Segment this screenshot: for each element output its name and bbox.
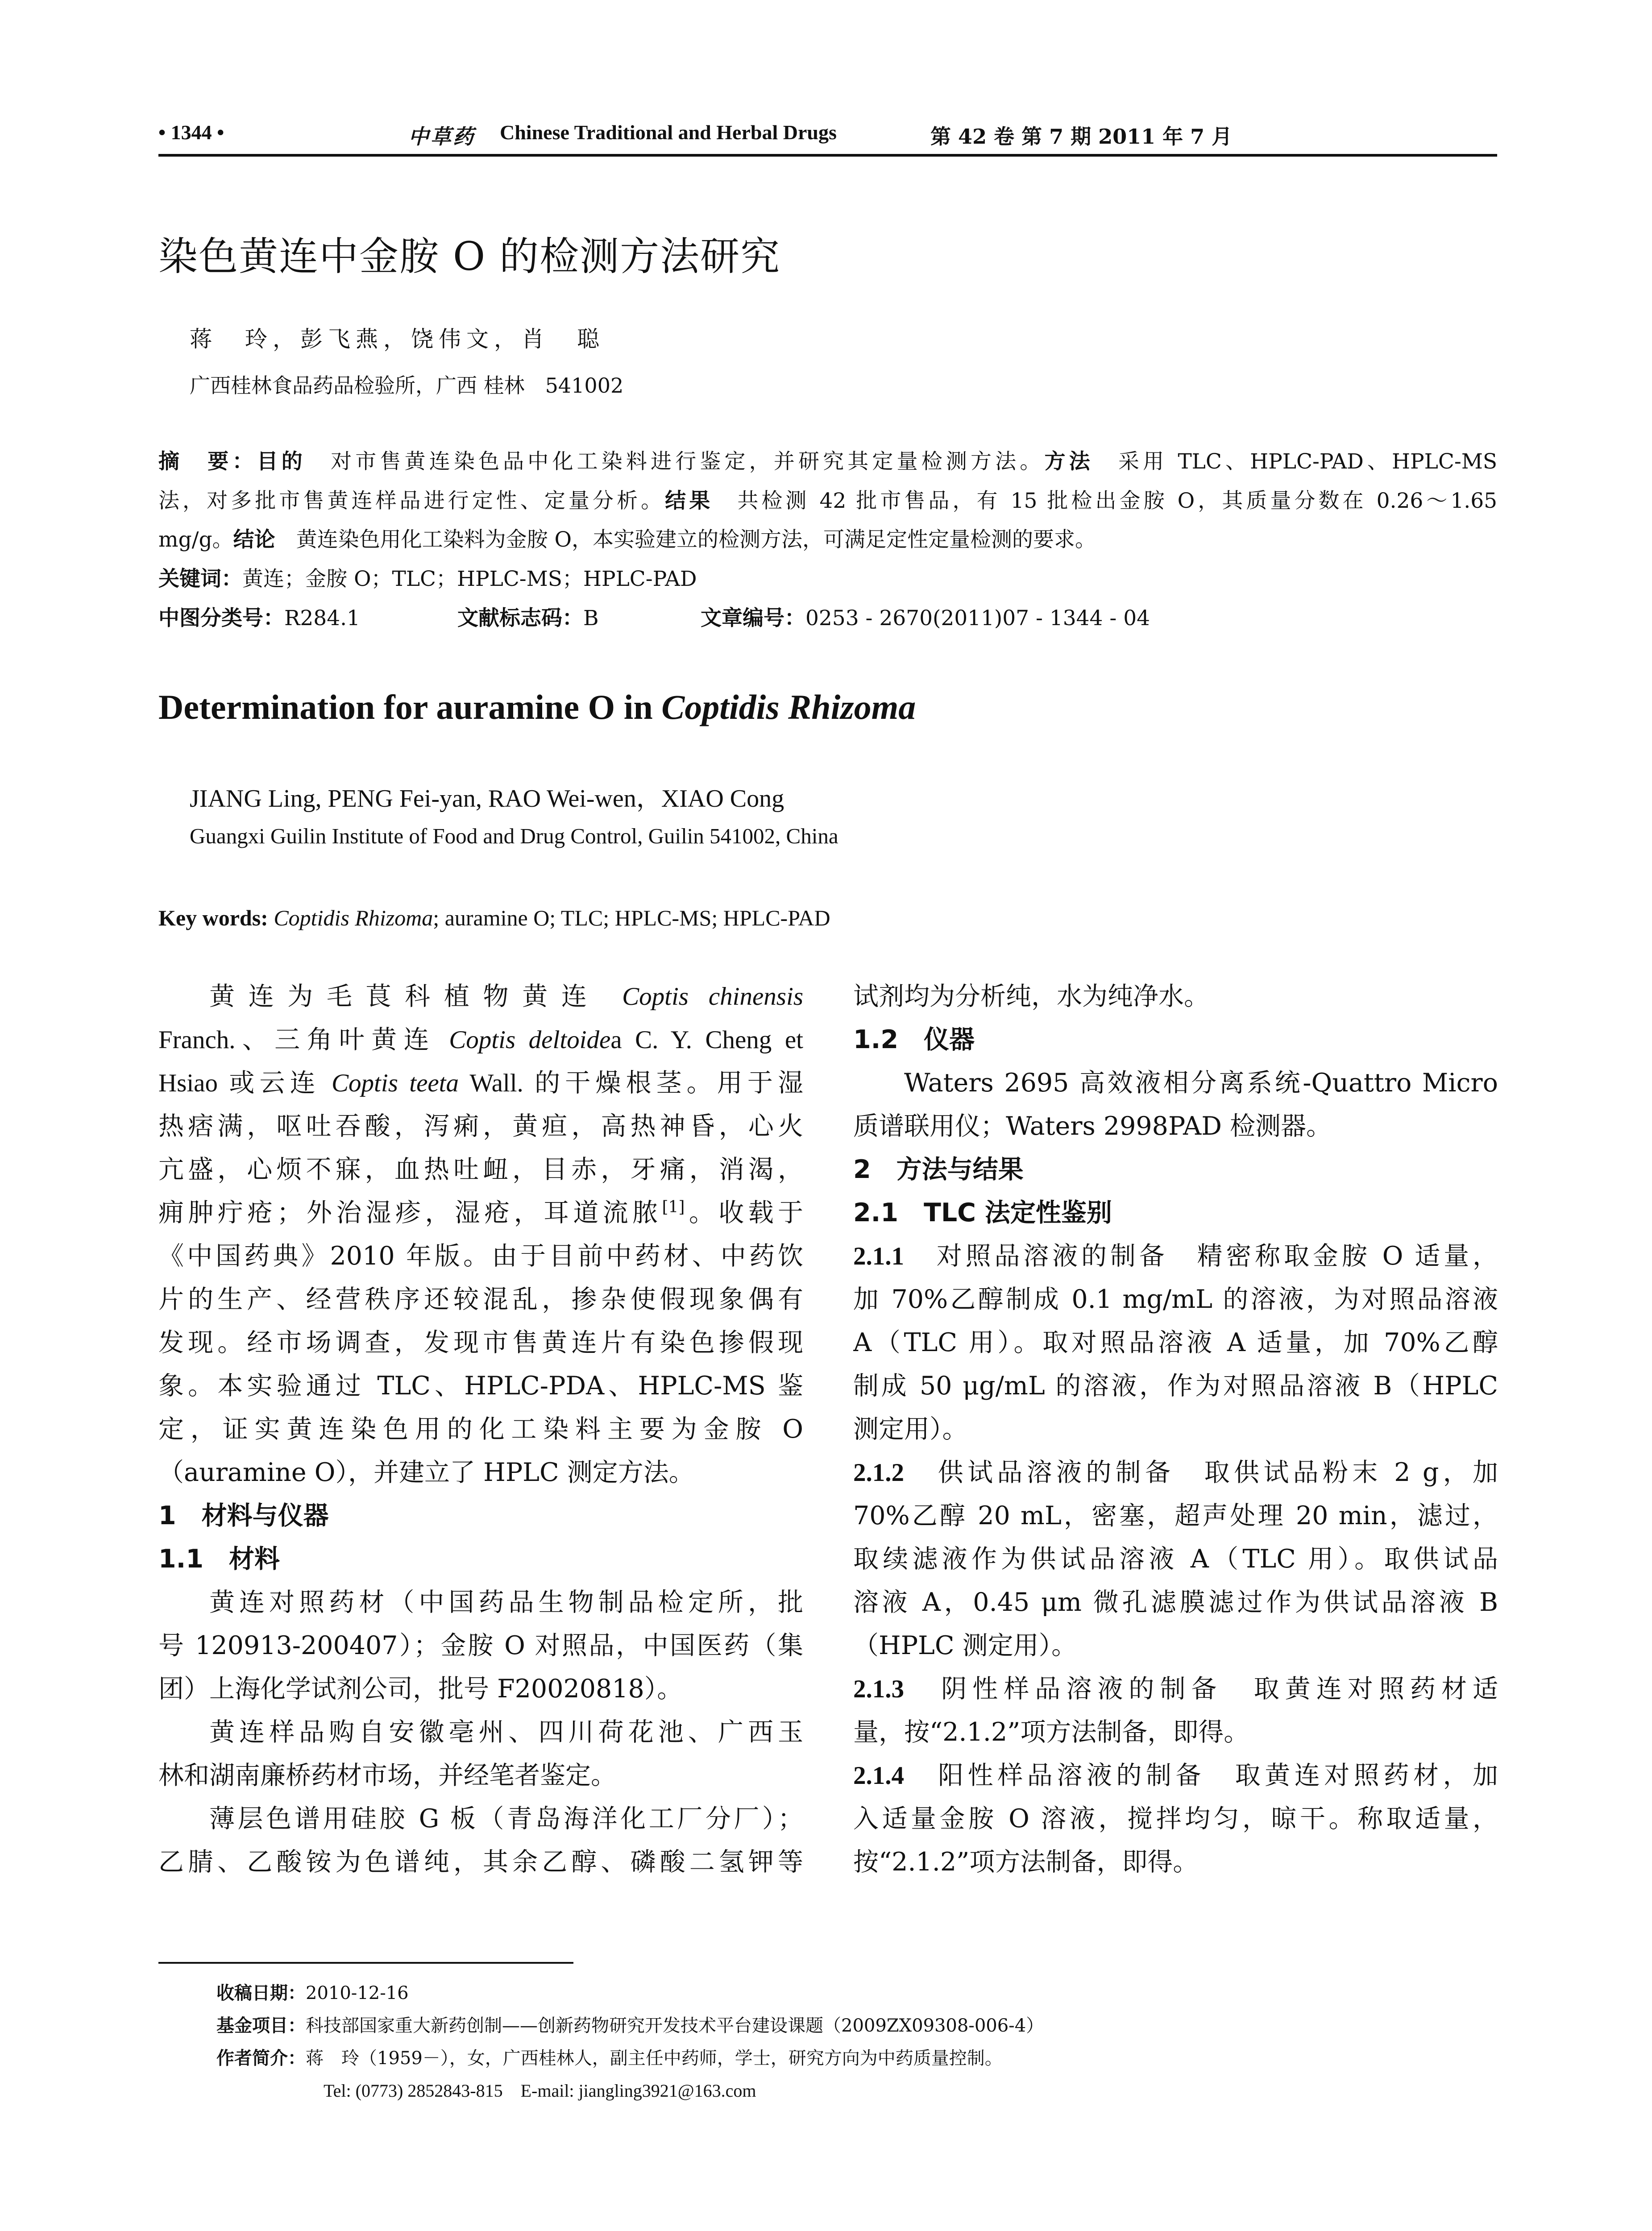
clc-value: R284.1 bbox=[284, 606, 360, 630]
keywords-en-label: Key words: bbox=[158, 905, 274, 930]
page-number: • 1344 • bbox=[158, 121, 224, 144]
body-line: 溶液 A，0.45 μm 微孔滤膜滤过作为供试品溶液 B bbox=[853, 1588, 1498, 1617]
doc-code-label: 文献标志码： bbox=[457, 606, 583, 630]
footnote-rule bbox=[158, 1962, 573, 1964]
body-line: 入适量金胺 O 溶液，搅拌均匀，晾干。称取适量， bbox=[853, 1804, 1498, 1833]
body-line: 制成 50 μg/mL 的溶液，作为对照品溶液 B（HPLC bbox=[853, 1371, 1498, 1401]
affiliation-en: Guangxi Guilin Institute of Food and Drug Control, Guilin 541002, China bbox=[190, 824, 838, 848]
body-line: 取续滤液作为供试品溶液 A（TLC 用）。取供试品 bbox=[853, 1544, 1498, 1574]
title-cn: 染色黄连中金胺 O 的检测方法研究 bbox=[158, 233, 781, 279]
section-heading-2-1: 2.1 TLC 法定性鉴别 bbox=[853, 1198, 1112, 1227]
subsection-number: 2.1.4 bbox=[853, 1762, 904, 1790]
body-line: 2.1.4 阳性样品溶液的制备 取黄连对照药材，加 bbox=[853, 1761, 1498, 1790]
subsection-number: 2.1.3 bbox=[853, 1675, 904, 1703]
body-line: 2.1.1 对照品溶液的制备 精密称取金胺 O 适量， bbox=[853, 1241, 1498, 1271]
body-line: 测定用）。 bbox=[853, 1414, 968, 1444]
keywords-en-rest: ; auramine O; TLC; HPLC-MS; HPLC-PAD bbox=[433, 905, 830, 930]
article-id-value: 0253 - 2670(2011)07 - 1344 - 04 bbox=[805, 606, 1150, 630]
body-line: 黄连为毛茛科植物黄连 Coptis chinensis bbox=[209, 982, 803, 1011]
doc-code-value: B bbox=[583, 606, 599, 630]
citation-ref: [1] bbox=[662, 1198, 685, 1216]
section-heading-1-1: 1.1 材料 bbox=[158, 1544, 280, 1574]
body-line: 黄连样品购自安徽亳州、四川荷花池、广西玉 bbox=[209, 1717, 803, 1747]
body-line: 量，按“2.1.2”项方法制备，即得。 bbox=[853, 1717, 1249, 1747]
result-text-1: 共检测 42 批市售品，有 15 批检出金胺 O，其质量分数在 0.26～1.65 bbox=[737, 489, 1498, 513]
body-line: 片的生产、经营秩序还较混乱，掺杂使假现象偶有 bbox=[158, 1285, 803, 1314]
body-line: 乙腈、乙酸铵为色谱纯，其余乙醇、磷酸二氢钾等 bbox=[158, 1847, 803, 1877]
abstract-label: 摘 要： bbox=[158, 449, 257, 474]
classification-line bbox=[158, 605, 1497, 632]
keywords-en bbox=[158, 905, 830, 931]
method-text-1: 采用 TLC、HPLC-PAD、HPLC-MS bbox=[1118, 449, 1498, 474]
body-line: 号 120913-200407）；金胺 O 对照品，中国医药（集 bbox=[158, 1631, 803, 1660]
section-heading-1-2: 1.2 仪器 bbox=[853, 1025, 975, 1054]
footnote-fund: 基金项目：科技部国家重大新药创制——创新药物研究开发技术平台建设课题（2009ZX09308-006-4） bbox=[216, 2015, 1044, 2036]
footnote-received: 收稿日期：2010-12-16 bbox=[216, 1983, 409, 2003]
subsection-number: 2.1.2 bbox=[853, 1459, 904, 1487]
running-header bbox=[158, 117, 1497, 153]
body-line: 按“2.1.2”项方法制备，即得。 bbox=[853, 1847, 1199, 1877]
method-text-2: 法，对多批市售黄连样品进行定性、定量分析。 bbox=[158, 489, 665, 513]
keywords-cn-text: 黄连；金胺 O；TLC；HPLC-MS；HPLC-PAD bbox=[242, 567, 697, 591]
footnote-author: 作者简介：蒋 玲（1959－），女，广西桂林人，副主任中药师，学士，研究方向为中药质量控制。 bbox=[216, 2048, 1003, 2069]
body-line: 《中国药典》2010 年版。由于目前中药材、中药饮 bbox=[158, 1241, 803, 1271]
body-line: 热痞满，呕吐吞酸，泻痢，黄疸，高热神昏，心火 bbox=[158, 1111, 803, 1141]
body-line: 亢盛，心烦不寐，血热吐衄，目赤，牙痛，消渴， bbox=[158, 1155, 803, 1184]
body-line: 团）上海化学试剂公司，批号 F20020818）。 bbox=[158, 1674, 683, 1704]
journal-name-cn: 中草药 bbox=[408, 124, 475, 149]
body-line: 2.1.2 供试品溶液的制备 取供试品粉末 2 g，加 bbox=[853, 1458, 1498, 1487]
keywords-cn bbox=[158, 566, 1497, 593]
abstract-line-3 bbox=[158, 527, 1497, 553]
body-line: 70%乙醇 20 mL，密塞，超声处理 20 min，滤过， bbox=[853, 1501, 1498, 1530]
body-line: 试剂均为分析纯，水为纯净水。 bbox=[853, 982, 1209, 1011]
journal-name-en: Chinese Traditional and Herbal Drugs bbox=[500, 121, 837, 144]
body-right-column bbox=[853, 975, 1498, 1884]
conclusion-text: 黄连染色用化工染料为金胺 O，本实验建立的检测方法，可满足定性定量检测的要求。 bbox=[296, 527, 1096, 552]
body-line: （auramine O），并建立了 HPLC 测定方法。 bbox=[158, 1458, 694, 1487]
body-line: 加 70%乙醇制成 0.1 mg/mL 的溶液，为对照品溶液 bbox=[853, 1285, 1498, 1314]
subsection-number: 2.1.1 bbox=[853, 1242, 904, 1270]
issue-info: 第 42 卷 第 7 期 2011 年 7 月 bbox=[930, 124, 1233, 149]
header-rule bbox=[158, 154, 1497, 157]
method-label: 方法 bbox=[1044, 449, 1094, 474]
abstract-line-2 bbox=[158, 488, 1497, 514]
body-line: 2.1.3 阴性样品溶液的制备 取黄连对照药材适 bbox=[853, 1674, 1498, 1704]
section-heading-1: 1 材料与仪器 bbox=[158, 1501, 329, 1530]
abstract-line-1 bbox=[158, 448, 1497, 475]
body-line: 发现。经市场调查，发现市售黄连片有染色掺假现 bbox=[158, 1328, 803, 1357]
body-line: A（TLC 用）。取对照品溶液 A 适量，加 70%乙醇 bbox=[853, 1328, 1498, 1357]
body-line: 林和湖南廉桥药材市场，并经笔者鉴定。 bbox=[158, 1761, 616, 1790]
objective-text: 对市售黄连染色品中化工染料进行鉴定，并研究其定量检测方法。 bbox=[331, 449, 1045, 474]
title-en-plain: Determination for auramine O in bbox=[158, 688, 662, 726]
article-id-label: 文章编号： bbox=[701, 606, 805, 630]
clc-label: 中图分类号： bbox=[158, 606, 284, 630]
keywords-en-italic: Coptidis Rhizoma bbox=[274, 905, 433, 930]
authors-cn: 蒋 玲，彭飞燕，饶伟文，肖 聪 bbox=[190, 326, 605, 352]
body-line: Waters 2695 高效液相分离系统-Quattro Micro bbox=[904, 1068, 1498, 1098]
conclusion-label: 结论 bbox=[233, 527, 275, 552]
body-line: 质谱联用仪；Waters 2998PAD 检测器。 bbox=[853, 1111, 1332, 1141]
keywords-cn-label: 关键词： bbox=[158, 567, 242, 591]
body-line: 象。本实验通过 TLC、HPLC-PDA、HPLC-MS 鉴 bbox=[158, 1371, 803, 1401]
body-line: （HPLC 测定用）。 bbox=[853, 1631, 1077, 1660]
result-label: 结果 bbox=[665, 489, 714, 513]
body-line: Hsiao 或云连 Coptis teeta Wall. 的干燥根茎。用于湿 bbox=[158, 1069, 803, 1097]
objective-label: 目的 bbox=[257, 449, 306, 474]
affiliation-cn: 广西桂林食品药品检验所，广西 桂林 541002 bbox=[190, 373, 624, 398]
body-line: 黄连对照药材（中国药品生物制品检定所，批 bbox=[209, 1588, 803, 1617]
body-line: 薄层色谱用硅胶 G 板（青岛海洋化工厂分厂）； bbox=[209, 1804, 803, 1833]
title-en bbox=[158, 687, 916, 727]
body-line: 痈肿疔疮；外治湿疹，湿疮，耳道流脓[1]。收载于 bbox=[158, 1198, 803, 1227]
title-en-italic: Coptidis Rhizoma bbox=[661, 688, 916, 726]
section-heading-2: 2 方法与结果 bbox=[853, 1155, 1024, 1184]
result-text-2: mg/g。 bbox=[158, 527, 233, 552]
body-left-column bbox=[158, 975, 803, 1884]
body-line: 定，证实黄连染色用的化工染料主要为金胺 O bbox=[158, 1414, 803, 1444]
authors-en: JIANG Ling, PENG Fei-yan, RAO Wei-wen，XIAO Cong bbox=[190, 785, 784, 813]
body-line: Franch.、三角叶黄连 Coptis deltoidea C. Y. Cheng et bbox=[158, 1026, 803, 1054]
footnote-contact: Tel: (0773) 2852843-815 E-mail: jiangling3921@163.com bbox=[324, 2081, 756, 2101]
